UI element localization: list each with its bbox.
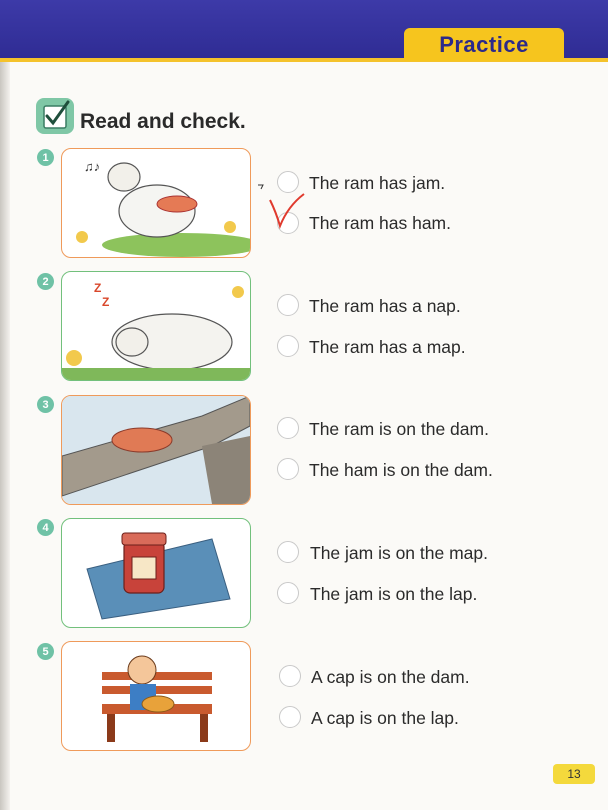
option-radio-1a[interactable] bbox=[277, 171, 299, 193]
svg-text:♫♪: ♫♪ bbox=[84, 159, 101, 174]
picture-jam-on-map bbox=[61, 518, 251, 628]
option-text-5a[interactable]: A cap is on the dam. bbox=[311, 667, 470, 687]
item-number-1: 1 bbox=[37, 149, 54, 166]
option-radio-4a[interactable] bbox=[277, 541, 299, 563]
item-number-3: 3 bbox=[37, 396, 54, 413]
book-spine-shadow bbox=[0, 0, 10, 810]
option-radio-5b[interactable] bbox=[279, 706, 301, 728]
picture-ham-on-dam bbox=[61, 395, 251, 505]
option-text-4b[interactable]: The jam is on the lap. bbox=[310, 584, 478, 604]
item-number-5: 5 bbox=[37, 643, 54, 660]
option-radio-2a[interactable] bbox=[277, 294, 299, 316]
option-radio-4b[interactable] bbox=[277, 582, 299, 604]
option-text-3a[interactable]: The ram is on the dam. bbox=[309, 419, 489, 439]
option-text-3b[interactable]: The ham is on the dam. bbox=[309, 460, 493, 480]
item-number-4: 4 bbox=[37, 519, 54, 536]
practice-tab: Practice bbox=[404, 28, 564, 61]
stray-mark bbox=[258, 177, 262, 181]
picture-ram-napping bbox=[61, 271, 251, 381]
svg-text:Z: Z bbox=[94, 281, 102, 295]
page-number: 13 bbox=[553, 764, 595, 784]
option-radio-3b[interactable] bbox=[277, 458, 299, 480]
svg-text:Z: Z bbox=[102, 295, 110, 309]
option-text-2a[interactable]: The ram has a nap. bbox=[309, 296, 461, 316]
checkmark-book-icon bbox=[36, 98, 74, 134]
option-radio-2b[interactable] bbox=[277, 335, 299, 357]
red-checkmark-icon bbox=[268, 192, 308, 237]
picture-ram-with-ham bbox=[61, 148, 251, 258]
instruction-title: Read and check. bbox=[80, 110, 246, 133]
option-text-1b[interactable]: The ram has ham. bbox=[309, 213, 451, 233]
picture-boy-with-cap bbox=[61, 641, 251, 751]
option-text-2b[interactable]: The ram has a map. bbox=[309, 337, 466, 357]
item-number-2: 2 bbox=[37, 273, 54, 290]
option-radio-3a[interactable] bbox=[277, 417, 299, 439]
option-text-4a[interactable]: The jam is on the map. bbox=[310, 543, 488, 563]
option-text-1a[interactable]: The ram has jam. bbox=[309, 173, 446, 193]
option-radio-5a[interactable] bbox=[279, 665, 301, 687]
option-text-5b[interactable]: A cap is on the lap. bbox=[311, 708, 459, 728]
